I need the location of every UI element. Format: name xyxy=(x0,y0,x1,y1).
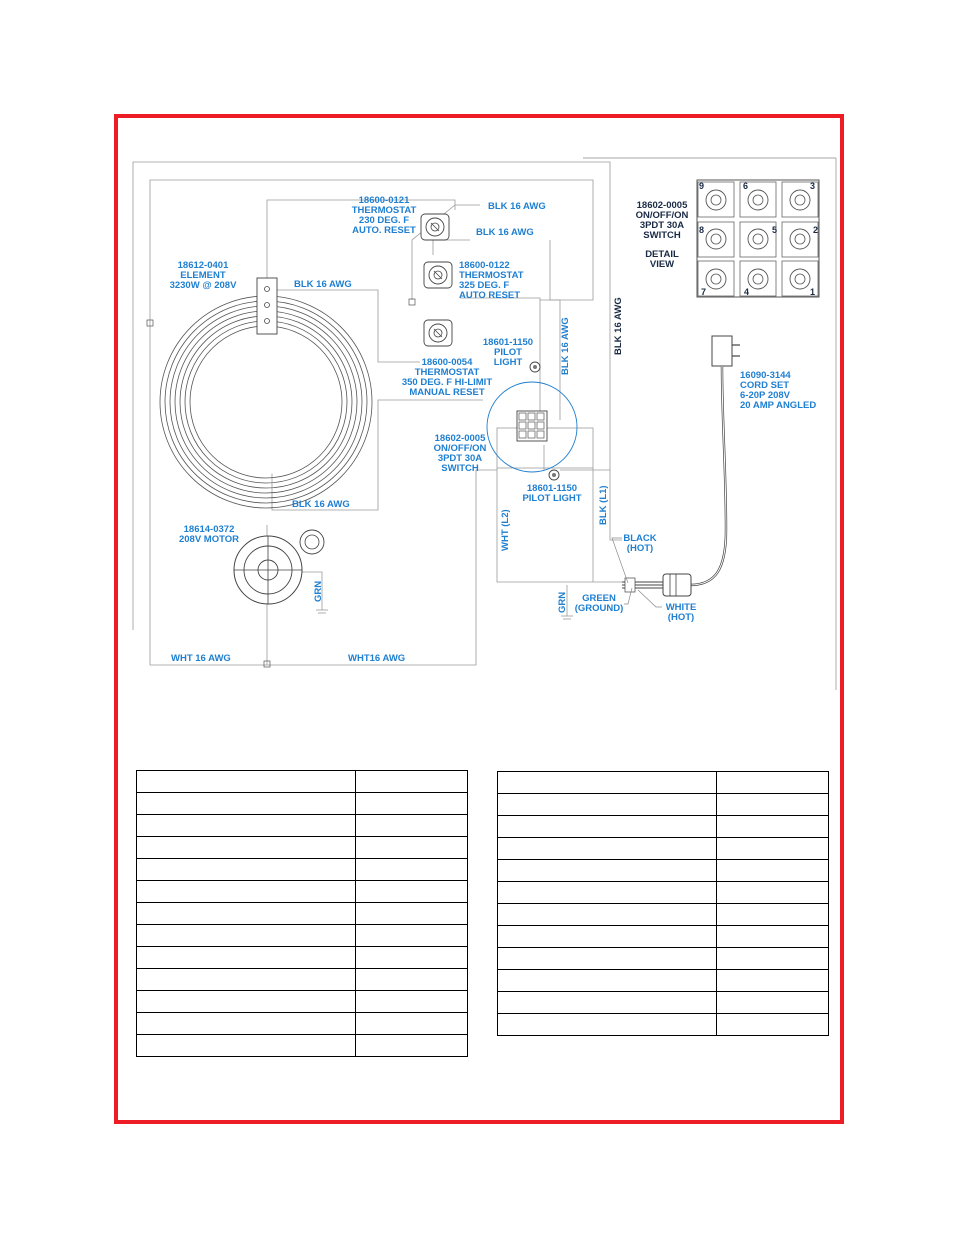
table-cell xyxy=(717,970,829,992)
switch-main-line: ON/OFF/ON xyxy=(433,443,487,454)
terminal-7: 7 xyxy=(701,287,707,297)
table-cell xyxy=(137,969,356,991)
table-cell xyxy=(137,1013,356,1035)
table-cell xyxy=(137,991,356,1013)
plug-wire-white-note: (HOT) xyxy=(667,612,695,623)
terminal-3: 3 xyxy=(810,181,816,191)
wire-label-wht-a: WHT 16 AWG xyxy=(171,653,231,664)
table-cell xyxy=(498,882,717,904)
table-cell xyxy=(356,881,468,903)
table-row xyxy=(137,925,468,947)
pilot-light-top-line: PILOT xyxy=(494,347,522,358)
switch-detail-label xyxy=(636,200,689,270)
table-cell xyxy=(137,947,356,969)
thermostat-230-line: 230 DEG. F xyxy=(358,215,410,226)
thermostat-325-icon xyxy=(424,262,452,288)
thermostat-230-part: 18600-0121 xyxy=(358,195,410,206)
thermostat-350-line: THERMOSTAT xyxy=(414,367,480,378)
table-cell xyxy=(717,904,829,926)
table-row xyxy=(137,793,468,815)
switch-detail-view-line: VIEW xyxy=(649,259,675,270)
table-row xyxy=(498,838,829,860)
pilot-light-bottom-part: 18601-1150 xyxy=(526,483,578,494)
terminal-5: 5 xyxy=(772,225,778,235)
plug-wire-green: GREEN xyxy=(582,593,616,604)
table-row xyxy=(137,1035,468,1057)
table-cell xyxy=(137,859,356,881)
wire-label-blk-c: BLK 16 AWG xyxy=(294,279,352,290)
motor-line: 208V MOTOR xyxy=(178,534,240,545)
switch-main-line: SWITCH xyxy=(441,463,479,474)
table-cell xyxy=(137,815,356,837)
table-cell xyxy=(717,794,829,816)
switch-detail-line: 3PDT 30A xyxy=(639,220,685,231)
wire-label-blk-b: BLK 16 AWG xyxy=(476,227,534,238)
table-row xyxy=(137,991,468,1013)
table-cell xyxy=(137,793,356,815)
pilot-light-top-part: 18601-1150 xyxy=(482,337,534,348)
switch-detail-line: SWITCH xyxy=(643,230,681,241)
table-cell xyxy=(717,926,829,948)
table-cell xyxy=(717,860,829,882)
table-cell xyxy=(356,771,468,793)
thermostat-350-icon xyxy=(424,320,452,346)
thermostat-325-line: 325 DEG. F xyxy=(459,280,510,291)
pilot-light-top-line: LIGHT xyxy=(493,357,523,368)
table-row xyxy=(137,947,468,969)
switch-main-part: 18602-0005 xyxy=(434,433,486,444)
table-cell xyxy=(137,1035,356,1057)
table-cell xyxy=(717,816,829,838)
table-row xyxy=(498,926,829,948)
table-row xyxy=(498,904,829,926)
table-row xyxy=(137,1013,468,1035)
wire-label-blk-vertical-2: BLK 16 AWG xyxy=(613,297,624,355)
table-cell xyxy=(717,948,829,970)
table-row xyxy=(137,837,468,859)
table-cell xyxy=(137,837,356,859)
table-cell xyxy=(498,948,717,970)
table-cell xyxy=(137,925,356,947)
table-row xyxy=(137,969,468,991)
table-cell xyxy=(717,882,829,904)
cord-set-line: 20 AMP ANGLED xyxy=(740,400,817,411)
switch-main-label xyxy=(434,433,487,474)
table-cell xyxy=(356,991,468,1013)
wire-label-grn-motor: GRN xyxy=(313,580,324,602)
thermostat-230-line: AUTO. RESET xyxy=(352,225,416,236)
cord-set-part: 16090-3144 xyxy=(740,370,791,381)
motor-label xyxy=(179,524,239,545)
motor-part: 18614-0372 xyxy=(183,524,235,535)
terminal-6: 6 xyxy=(743,181,749,191)
motor-icon xyxy=(234,530,324,604)
terminal-2: 2 xyxy=(813,225,819,235)
table-cell xyxy=(717,992,829,1014)
table-cell xyxy=(356,925,468,947)
parts-table-left xyxy=(136,770,468,1057)
pilot-light-bottom-line: PILOT LIGHT xyxy=(522,493,582,504)
cord-set-icon xyxy=(612,336,740,607)
wire-label-blk-vertical-1: BLK 16 AWG xyxy=(560,317,571,375)
table-row xyxy=(498,860,829,882)
table-cell xyxy=(498,838,717,860)
wire-label-blk-a: BLK 16 AWG xyxy=(488,201,546,212)
table-cell xyxy=(717,772,829,794)
table-cell xyxy=(498,926,717,948)
thermostat-230-line: THERMOSTAT xyxy=(351,205,417,216)
plug-wire-black: BLACK xyxy=(623,533,657,544)
thermostat-325-line: THERMOSTAT xyxy=(459,270,524,281)
table-row xyxy=(137,815,468,837)
element-coil xyxy=(160,278,372,508)
table-row xyxy=(498,816,829,838)
pilot-light-bottom-label xyxy=(522,483,581,504)
table-cell xyxy=(356,947,468,969)
thermostat-350-line: 350 DEG. F HI-LIMIT xyxy=(401,377,493,388)
element-label xyxy=(170,260,237,291)
table-cell xyxy=(498,794,717,816)
table-row xyxy=(498,882,829,904)
thermostat-325-line: AUTO RESET xyxy=(459,290,521,301)
wire-label-wht-l2: WHT (L2) xyxy=(500,509,511,551)
pilot-light-bottom-icon xyxy=(549,470,559,480)
pilot-light-top-icon xyxy=(530,362,540,372)
table-cell xyxy=(356,1035,468,1057)
table-row xyxy=(137,881,468,903)
table-row xyxy=(498,1014,829,1036)
wire-label-blk-d: BLK 16 AWG xyxy=(292,499,350,510)
terminal-8: 8 xyxy=(699,225,705,235)
wire-label-wht-b: WHT16 AWG xyxy=(348,653,406,664)
parts-table-right xyxy=(497,771,829,1036)
pilot-light-top-label xyxy=(483,337,533,368)
table-cell xyxy=(356,837,468,859)
element-line: ELEMENT xyxy=(180,270,226,281)
table-cell xyxy=(498,904,717,926)
table-cell xyxy=(356,859,468,881)
switch-main-line: 3PDT 30A xyxy=(437,453,483,464)
table-cell xyxy=(498,860,717,882)
terminal-4: 4 xyxy=(744,287,750,297)
terminal-1: 1 xyxy=(810,287,816,297)
table-cell xyxy=(498,816,717,838)
thermostat-350-line: MANUAL RESET xyxy=(409,387,485,398)
table-row xyxy=(137,903,468,925)
table-row xyxy=(498,970,829,992)
wire-label-grn-ground: GRN xyxy=(557,591,568,613)
thermostat-325-label xyxy=(459,260,524,301)
table-row xyxy=(137,859,468,881)
table-cell xyxy=(356,815,468,837)
plug-wire-black-note: (HOT) xyxy=(626,543,654,554)
table-cell xyxy=(498,1014,717,1036)
table-cell xyxy=(498,772,717,794)
table-cell xyxy=(137,771,356,793)
wire-label-vertical-dark xyxy=(613,297,624,355)
table-cell xyxy=(137,881,356,903)
switch-detail-icon xyxy=(697,180,819,297)
table-cell xyxy=(717,838,829,860)
thermostat-350-part: 18600-0054 xyxy=(421,357,473,368)
thermostat-230-label xyxy=(352,195,417,236)
switch-detail-line: ON/OFF/ON xyxy=(635,210,689,221)
wire-label-blk-l1: BLK (L1) xyxy=(598,485,609,525)
switch-detail-view-line: DETAIL xyxy=(645,249,679,260)
table-row xyxy=(137,771,468,793)
table-cell xyxy=(498,992,717,1014)
cord-set-line: 6-20P 208V xyxy=(740,390,791,401)
table-row xyxy=(498,794,829,816)
table-cell xyxy=(498,970,717,992)
terminal-9: 9 xyxy=(699,181,705,191)
table-cell xyxy=(356,1013,468,1035)
table-cell xyxy=(356,793,468,815)
plug-wire-green-note: (GROUND) xyxy=(574,603,624,614)
cord-set-line: CORD SET xyxy=(740,380,790,391)
table-row xyxy=(498,992,829,1014)
cord-set-label xyxy=(740,370,816,411)
thermostat-230-icon xyxy=(421,214,449,240)
element-part: 18612-0401 xyxy=(177,260,229,271)
table-cell xyxy=(137,903,356,925)
table-cell xyxy=(356,969,468,991)
thermostat-325-part: 18600-0122 xyxy=(459,260,510,271)
table-row xyxy=(498,948,829,970)
element-line: 3230W @ 208V xyxy=(169,280,237,291)
switch-detail-part: 18602-0005 xyxy=(636,200,688,211)
table-row xyxy=(498,772,829,794)
table-cell xyxy=(356,903,468,925)
thermostat-350-label xyxy=(402,357,492,398)
table-cell xyxy=(717,1014,829,1036)
plug-wire-white: WHITE xyxy=(665,602,697,613)
switch-main-icon xyxy=(487,382,577,472)
